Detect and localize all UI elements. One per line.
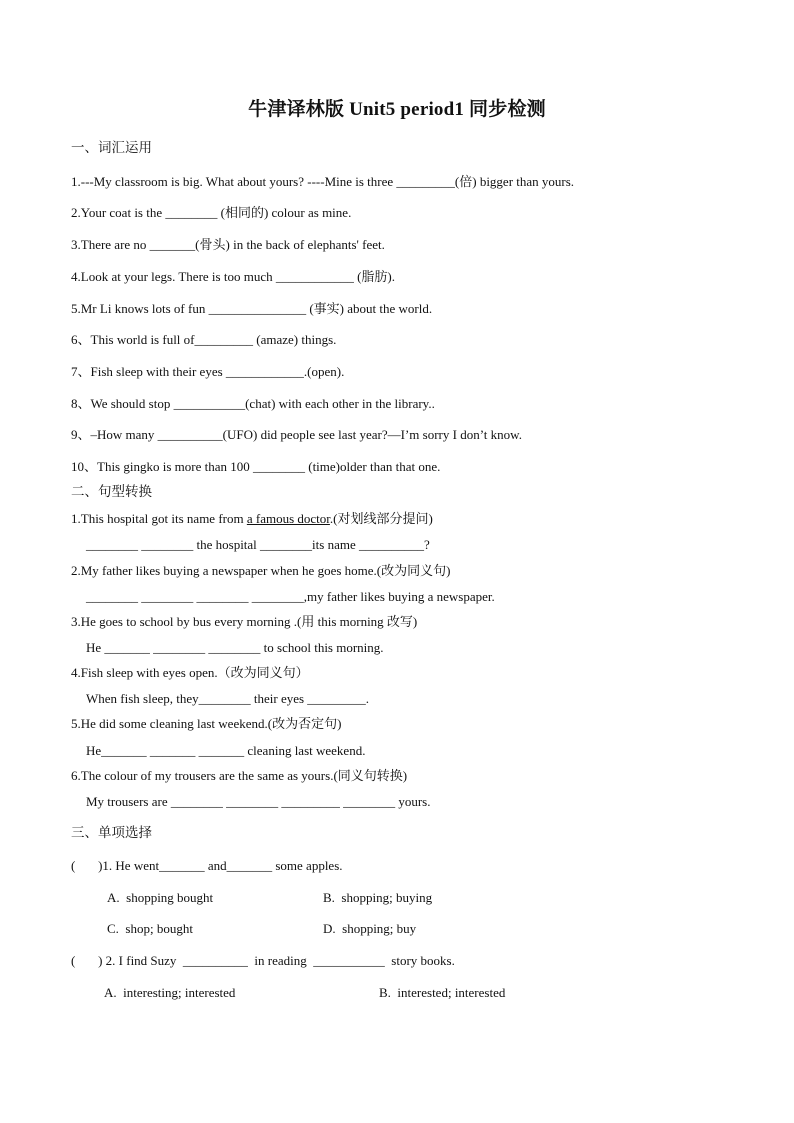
transform-question-5: 5.He did some cleaning last weekend.(改为否定句) [71, 716, 342, 731]
transform-answer-3: He _______ ________ ________ to school this morning. [86, 640, 384, 655]
vocab-question-6: 6、This world is full of_________ (amaze) things. [71, 332, 337, 347]
transform-question-1 [71, 512, 433, 525]
choice-question-1: ( )1. He went_______ and_______ some apples. [71, 858, 343, 873]
transform-answer-2: ________ ________ ________ ________,my father likes buying a newspaper. [86, 589, 495, 604]
vocab-question-9: 9、–How many __________(UFO) did people see last year?—I’m sorry I don’t know. [71, 427, 522, 442]
vocab-question-1: 1.---My classroom is big. What about yours? ----Mine is three _________(倍) bigger than yours. [71, 174, 575, 189]
transform-answer-5: He_______ _______ _______ cleaning last weekend. [86, 743, 366, 758]
vocab-question-3: 3.There are no _______(骨头) in the back of elephants' feet. [71, 237, 385, 252]
choice-1-option-a: A. shopping bought [107, 890, 214, 905]
choice-2-option-b: B. interested; interested [379, 985, 506, 1000]
choice-2-option-a: A. interesting; interested [104, 985, 236, 1000]
section-heading-multiple-choice: 三、单项选择 [71, 825, 152, 840]
section-heading-sentence-transform: 二、句型转换 [71, 484, 152, 499]
q1-text-before: 1.This hospital got its name from [71, 511, 247, 526]
q1-underlined-phrase: a famous doctor [246, 511, 330, 526]
choice-question-2: ( ) 2. I find Suzy __________ in reading ___________ story books. [71, 953, 455, 968]
choice-1-option-d: D. shopping; buy [323, 921, 417, 936]
transform-question-2: 2.My father likes buying a newspaper when he goes home.(改为同义句) [71, 563, 451, 578]
transform-answer-4: When fish sleep, they________ their eyes _________. [86, 691, 370, 706]
choice-1-option-c: C. shop; bought [107, 921, 193, 936]
transform-question-6: 6.The colour of my trousers are the same as yours.(同义句转换) [71, 768, 408, 783]
q1-text-after: .(对划线部分提问) [329, 511, 433, 526]
vocab-question-4: 4.Look at your legs. There is too much ____________ (脂肪). [71, 269, 395, 284]
vocab-question-10: 10、This gingko is more than 100 ________ (time)older than that one. [71, 459, 441, 474]
vocab-question-7: 7、Fish sleep with their eyes ____________.(open). [71, 364, 345, 379]
transform-question-3: 3.He goes to school by bus every morning .(用 this morning 改写) [71, 614, 418, 629]
section-heading-vocabulary: 一、词汇运用 [71, 140, 152, 155]
transform-answer-6: My trousers are ________ ________ _________ ________ yours. [86, 794, 431, 809]
page-title: 牛津译林版 Unit5 period1 同步检测 [248, 99, 546, 120]
transform-question-4: 4.Fish sleep with eyes open.（改为同义句） [71, 665, 309, 680]
transform-answer-1: ________ ________ the hospital ________its name __________? [86, 537, 430, 552]
vocab-question-2: 2.Your coat is the ________ (相同的) colour as mine. [71, 205, 352, 220]
vocab-question-8: 8、We should stop ___________(chat) with each other in the library.. [71, 396, 435, 411]
choice-1-option-b: B. shopping; buying [323, 890, 433, 905]
vocab-question-5: 5.Mr Li knows lots of fun _______________ (事实) about the world. [71, 301, 433, 316]
